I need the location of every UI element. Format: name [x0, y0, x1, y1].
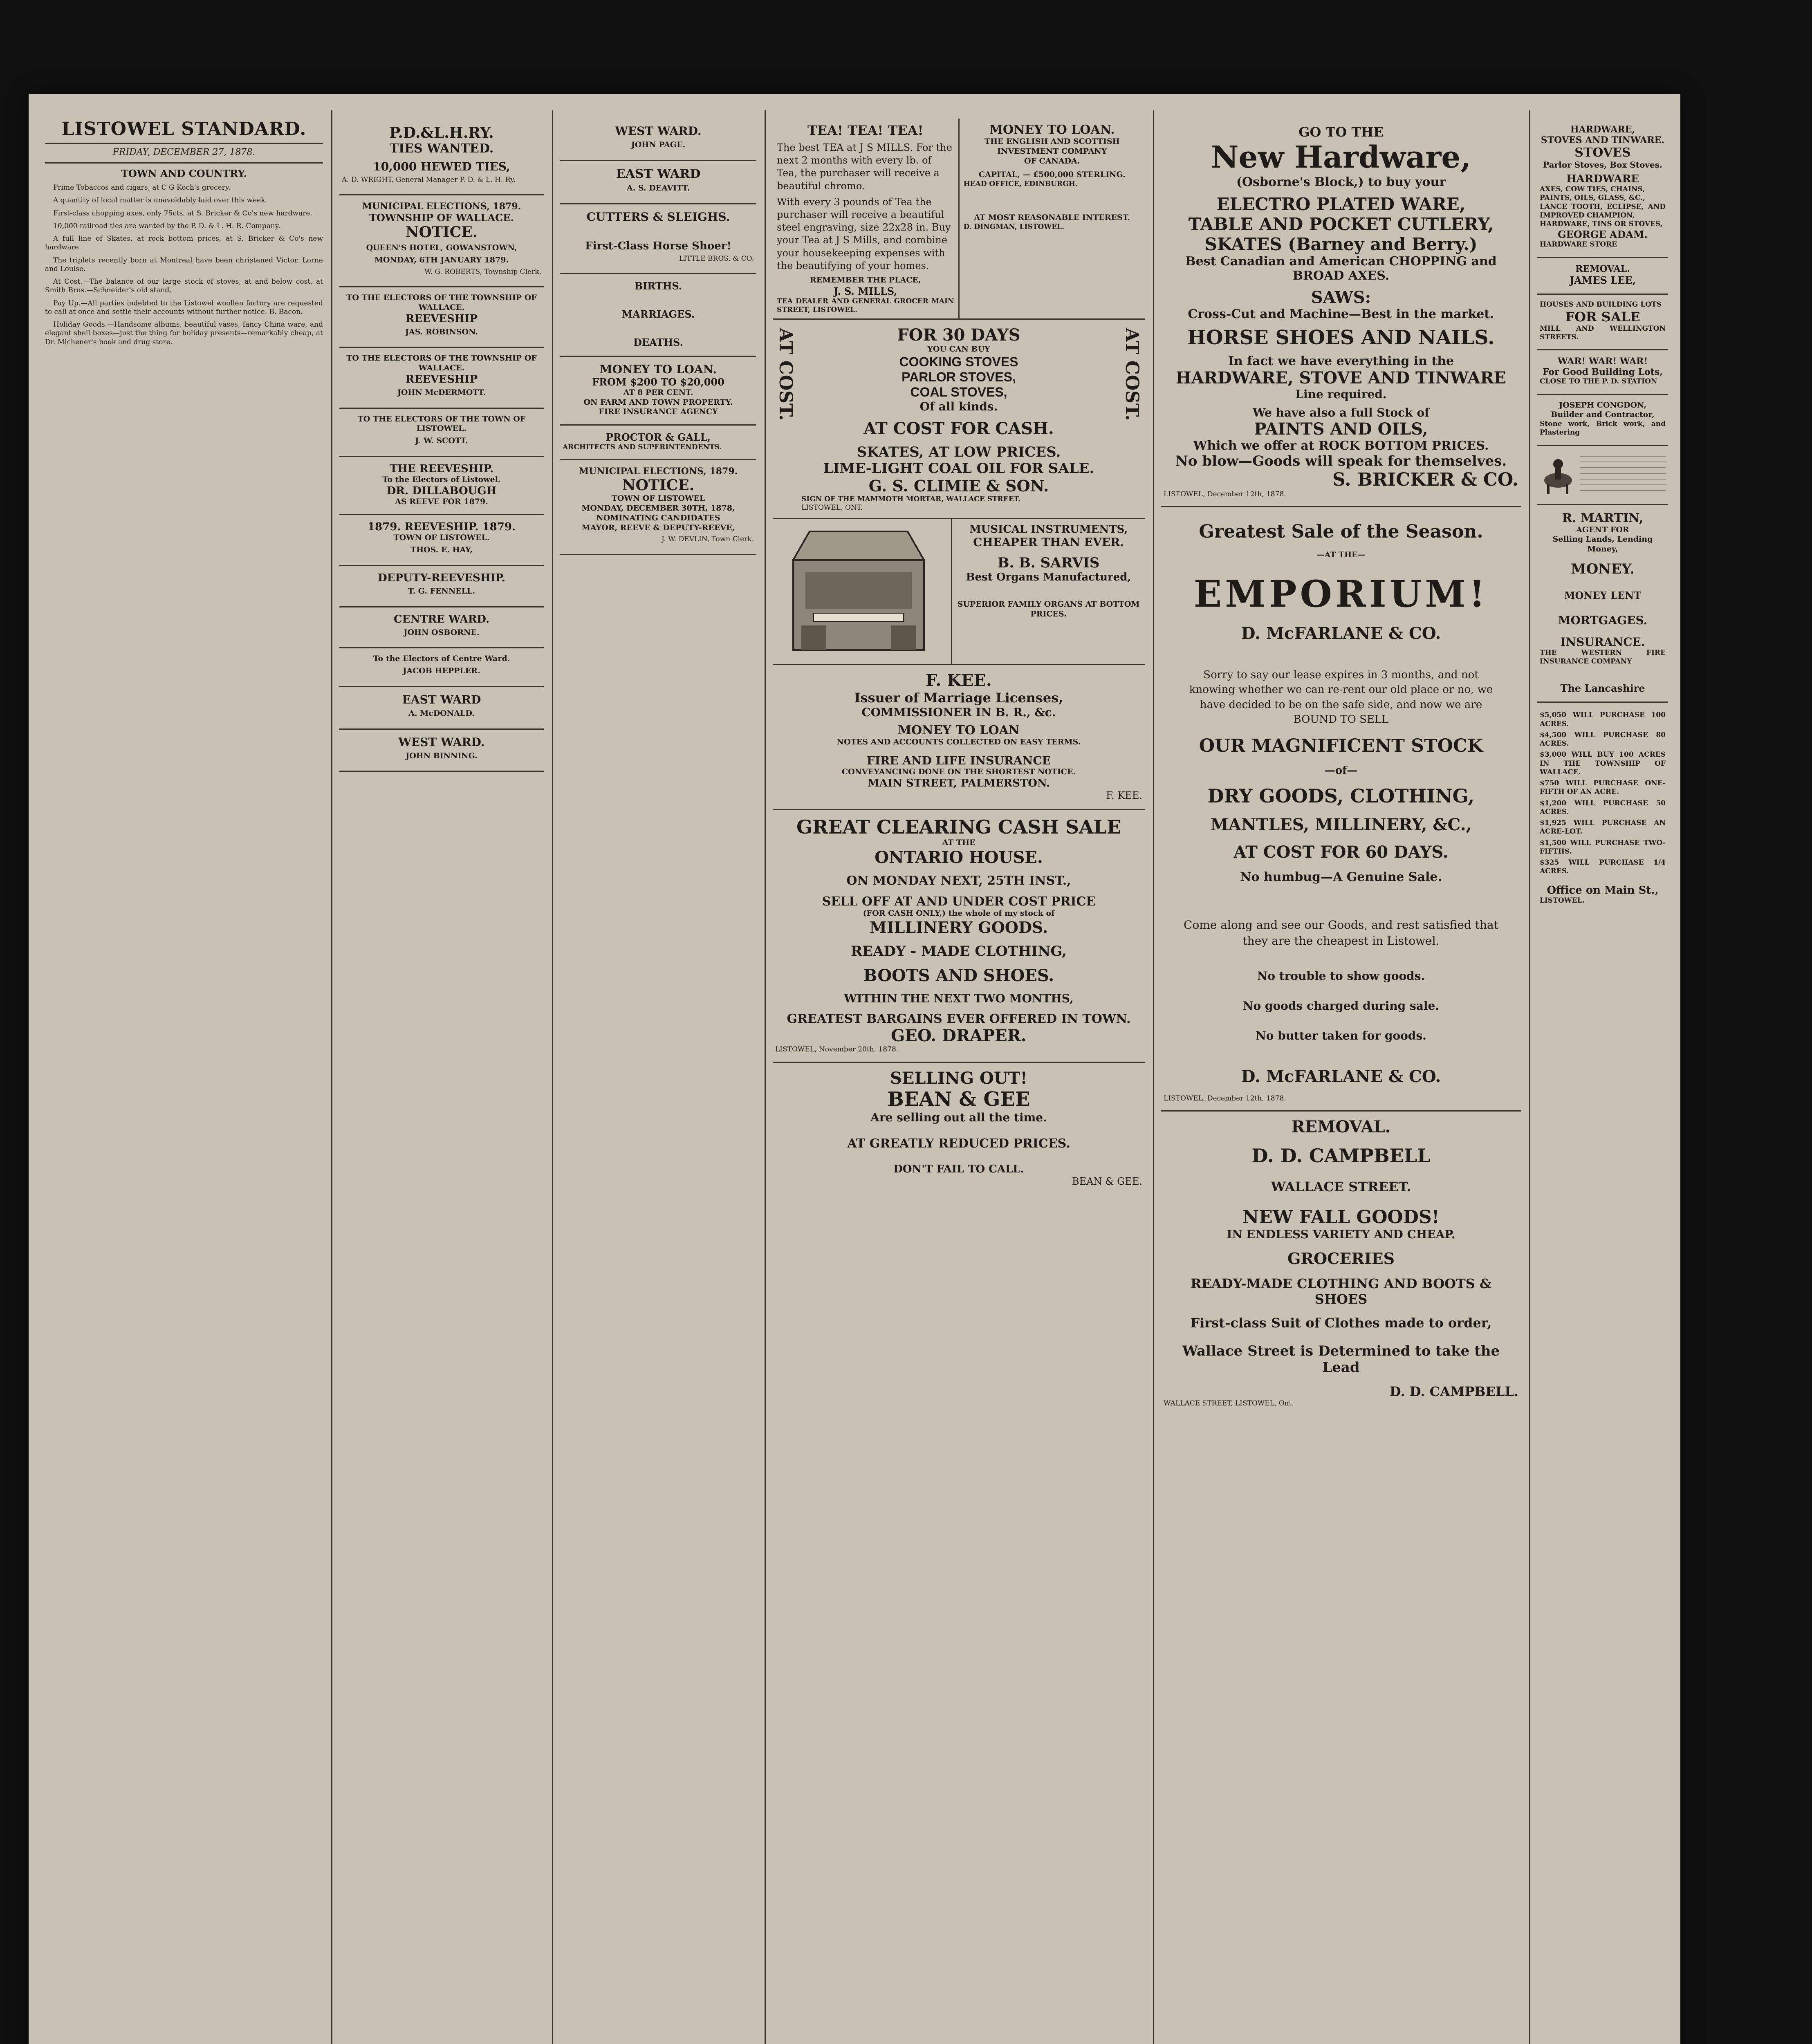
campbell-ready: READY-MADE CLOTHING AND BOOTS & SHOES: [1191, 1276, 1491, 1307]
emporium-mantles: MANTLES, MILLINERY, &C.,: [1210, 815, 1472, 834]
bricker-paints: PAINTS AND OILS,: [1254, 419, 1428, 439]
column-rule: [1153, 110, 1154, 2044]
bricker-saws: SAWS:: [1311, 288, 1371, 307]
campbell-street: WALLACE STREET.: [1271, 1179, 1411, 1195]
major-ads-column: [1161, 119, 1521, 2044]
emporium-signature: D. McFARLANE & CO.: [1241, 1067, 1441, 1086]
kee-notes: NOTES AND ACCOUNTS COLLECTED ON EASY TERMS.: [836, 737, 1081, 747]
bricker-ad: [1161, 119, 1521, 507]
column-rule: [765, 110, 766, 2044]
emporium-charged: No goods charged during sale.: [1242, 999, 1440, 1013]
section-title: TOWN AND COUNTRY.: [121, 168, 247, 179]
electors-heading: TO THE ELECTORS OF THE TOWNSHIP OF WALLACE.: [346, 293, 537, 312]
kee-fire: FIRE AND LIFE INSURANCE: [867, 754, 1051, 768]
martin-name: R. MARTIN,: [1562, 511, 1644, 525]
kee-issuer: Issuer of Marriage Licenses,: [854, 690, 1063, 706]
adam-hardware: HARDWARE,: [1570, 124, 1635, 135]
lodge-ad: [1537, 446, 1668, 505]
lots-houses: HOUSES AND BUILDING LOTS: [1540, 300, 1662, 309]
emporium-butter: No butter taken for goods.: [1256, 1029, 1426, 1042]
bricker-name: S. BRICKER & CO.: [1332, 469, 1518, 490]
campbell-ad: [1161, 1112, 1521, 1415]
offices-line: MAYOR, REEVE & DEPUTY-REEVE,: [581, 523, 735, 532]
news-item: A full line of Skates, at rock bottom prices, at S. Bricker & Co's new hardware.: [45, 235, 323, 252]
candidate-name: JOHN BINNING.: [406, 751, 478, 760]
tea-body-2: With every 3 pounds of Tea the purchaser will receive a beautiful steel engraving, size 22x28 in. Buy your Tea at J S Mills, and combine your housekeeping expenses with the beautifying of your homes.: [777, 196, 951, 271]
draper-ready: READY - MADE CLOTHING,: [851, 943, 1067, 960]
column-rule: [331, 110, 332, 2044]
draper-boots: BOOTS AND SHOES.: [863, 966, 1054, 986]
news-item: 10,000 railroad ties are wanted by the P. D. & L. H. R. Company.: [53, 222, 280, 230]
draper-bargains: GREATEST BARGAINS EVER OFFERED IN TOWN.: [787, 1012, 1131, 1026]
kee-main: MAIN STREET, PALMERSTON.: [867, 777, 1050, 789]
bricker-fact: In fact we have everything in the: [1228, 354, 1454, 368]
column-rule: [1529, 110, 1530, 2044]
news-item: Holiday Goods.—Handsome albums, beautiful vases, fancy China ware, and elegant shell boxes—just the thing for holiday presents—remarkably cheap, at Dr. Michener's book and drug store.: [45, 320, 323, 346]
organs-sarvis: B. B. SARVIS: [997, 555, 1100, 572]
emporium-humbug: No humbug—A Genuine Sale.: [1240, 870, 1442, 884]
money-property: ON FARM AND TOWN PROPERTY.: [583, 397, 733, 407]
martin-western: THE WESTERN FIRE INSURANCE COMPANY: [1540, 648, 1666, 666]
railway-ad: [339, 119, 544, 195]
tea-loan-row: [773, 119, 1145, 320]
money-title: MONEY TO LOAN.: [599, 362, 717, 376]
congdon-stone: Stone work, Brick work, and Plastering: [1540, 420, 1666, 437]
congdon-ad: [1537, 395, 1668, 446]
dillabough-card: [339, 457, 544, 515]
climie-cooking: COOKING STOVES: [899, 354, 1018, 369]
climie-kinds: Of all kinds.: [919, 399, 998, 413]
emporium-sale: Greatest Sale of the Season.: [1199, 521, 1483, 542]
notice-title: NOTICE.: [405, 224, 478, 241]
news-item: Pay Up.—All parties indebted to the Listowel woollen factory are requested to call at once and settle their accounts without further notice. B. Bacon.: [45, 299, 323, 316]
ties-line: 10,000 HEWED TIES,: [373, 160, 510, 173]
draper-name: GEO. DRAPER.: [891, 1026, 1027, 1046]
loan-agent: D. DINGMAN, LISTOWEL.: [963, 223, 1065, 231]
ties-signature: A. D. WRIGHT, General Manager P. D. & L. H. Ry.: [342, 176, 516, 184]
office-title: REEVESHIP: [405, 373, 478, 385]
kee-ad: [773, 665, 1145, 810]
martin-money: MONEY.: [1571, 560, 1635, 577]
campbell-suit: First-class Suit of Clothes made to order,: [1190, 1315, 1492, 1331]
adam-paints: PAINTS, OILS, GLASS, &C.,: [1540, 194, 1646, 202]
bean-selling: SELLING OUT!: [890, 1068, 1028, 1088]
candidate-name: JACOB HEPPLER.: [403, 666, 480, 675]
mcdonald-card: [339, 687, 544, 730]
heppler-card: [339, 648, 544, 687]
newspaper-page: [29, 94, 1680, 2044]
kee-money: MONEY TO LOAN: [897, 723, 1020, 738]
cutters-title: CUTTERS & SLEIGHS.: [586, 210, 730, 224]
candidate-name: DR. DILLABOUGH: [386, 484, 497, 497]
candidate-name: A. S. DEAVITT.: [627, 183, 690, 193]
advertisements-column: [773, 119, 1145, 2044]
draper-millinery: MILLINERY GOODS.: [869, 918, 1048, 937]
tea-grocer: TEA DEALER AND GENERAL GROCER MAIN STREET, LISTOWEL.: [777, 297, 954, 314]
candidate-name: JOHN OSBORNE.: [404, 628, 480, 637]
masthead: LISTOWEL STANDARD.: [61, 119, 307, 139]
martin-ad: [1537, 505, 1668, 703]
little-signature: LITTLE BROS. & CO.: [679, 254, 754, 263]
organs-best: Best Organs Manufactured,: [966, 571, 1131, 584]
robinson-card: [339, 287, 544, 348]
campbell-removal: REMOVAL.: [1291, 1117, 1391, 1137]
adam-stoves: STOVES: [1574, 146, 1631, 160]
tea-mills: J. S. MILLS,: [833, 285, 897, 297]
divider: [45, 162, 323, 164]
organ-illustration: [773, 519, 952, 664]
architects-ad: [560, 426, 756, 460]
draper-sell: SELL OFF AT AND UNDER COST PRICE: [822, 894, 1096, 909]
candidate-name: T. G. FENNELL.: [408, 586, 475, 596]
tea-title: TEA! TEA! TEA!: [807, 123, 924, 138]
candidate-name: J. W. SCOTT.: [415, 436, 468, 445]
electors-heading: TO THE ELECTORS OF THE TOWNSHIP OF WALLACE.: [346, 354, 537, 372]
meeting-date: MONDAY, 6TH JANUARY 1879.: [374, 256, 509, 264]
martin-lent: MONEY LENT: [1564, 589, 1642, 601]
organs-row: [773, 519, 1145, 665]
news-item: The triplets recently born at Montreal have been christened Victor, Lorne and Louise.: [45, 256, 323, 273]
bean-dont: DON'T FAIL TO CALL.: [893, 1163, 1024, 1175]
purchase-item: $4,500 WILL PURCHASE 80 ACRES.: [1540, 731, 1666, 748]
money-loan-ad: [560, 357, 756, 426]
lodge-text-block: [1580, 456, 1666, 493]
proctor-name: PROCTOR & GALL,: [605, 431, 711, 443]
small-ads-column: [1537, 119, 1668, 2044]
martin-selling: Selling Lands, Lending Money,: [1552, 535, 1653, 554]
births-title: BIRTHS.: [634, 280, 682, 292]
bricker-rock: Which we offer at ROCK BOTTOM PRICES.: [1193, 439, 1489, 453]
draper-date: LISTOWEL, November 20th, 1878.: [775, 1045, 899, 1054]
draper-monday: ON MONDAY NEXT, 25TH INST.,: [846, 873, 1071, 888]
purchase-item: $3,000 WILL BUY 100 ACRES IN THE TOWNSHIP OF WALLACE.: [1540, 751, 1666, 776]
purchase-item: $1,500 WILL PURCHASE TWO-FIFTHS.: [1540, 838, 1666, 856]
climie-days: FOR 30 DAYS: [897, 325, 1020, 345]
loan-title: MONEY TO LOAN.: [989, 123, 1115, 137]
draper-within: WITHIN THE NEXT TWO MONTHS,: [844, 992, 1074, 1006]
campbell-signature: D. D. CAMPBELL.: [1389, 1384, 1518, 1400]
candidate-office: AS REEVE FOR 1879.: [395, 497, 488, 506]
adam-store: HARDWARE STORE: [1540, 240, 1617, 249]
township-name: TOWNSHIP OF WALLACE.: [369, 212, 514, 224]
climie-place: LISTOWEL, ONT.: [801, 504, 863, 512]
lee-name: JAMES LEE,: [1569, 274, 1636, 286]
osborne-card: [339, 607, 544, 649]
emporium-magnificent: OUR MAGNIFICENT STOCK: [1199, 735, 1483, 756]
office-title: 1879. REEVESHIP. 1879.: [368, 521, 516, 533]
martin-mortgages: MORTGAGES.: [1558, 613, 1648, 627]
campbell-groceries: GROCERIES: [1287, 1249, 1395, 1268]
ward-title: EAST WARD: [402, 693, 481, 706]
town-name: TOWN OF LISTOWEL.: [393, 533, 490, 542]
adam-lance: LANCE TOOTH, ECLIPSE, AND IMPROVED CHAMPION,: [1540, 202, 1666, 220]
bean-gee-ad: [773, 1063, 1145, 1195]
ward-title: EAST WARD: [616, 166, 701, 181]
wallace-notice: [339, 195, 544, 287]
bean-reduced: AT GREATLY REDUCED PRICES.: [847, 1136, 1070, 1151]
emporium-dry: DRY GOODS, CLOTHING,: [1207, 784, 1475, 807]
fennell-card: [339, 566, 544, 607]
divider: [45, 143, 323, 144]
adam-axes: AXES, COW TIES, CHAINS,: [1540, 185, 1645, 193]
deavitt-card: [560, 161, 756, 204]
candidate-name: JAS. ROBINSON.: [405, 327, 478, 336]
emporium-ad: [1161, 507, 1521, 1112]
climie-at-cost: AT COST FOR CASH.: [863, 419, 1054, 438]
bricker-osborne: (Osborne's Block,) to buy your: [1236, 175, 1446, 189]
scott-card: [339, 409, 544, 457]
organs-musical: MUSICAL INSTRUMENTS,: [969, 523, 1128, 536]
climie-skates: SKATES, AT LOW PRICES.: [857, 444, 1061, 460]
architects-line: ARCHITECTS AND SUPERINTENDENTS.: [563, 443, 722, 451]
bricker-date: LISTOWEL, December 12th, 1878.: [1164, 490, 1286, 498]
dateline: FRIDAY, DECEMBER 27, 1878.: [112, 147, 256, 157]
draper-title: GREAT CLEARING CASH SALE: [796, 816, 1121, 838]
bricker-line-2: Line required.: [1295, 388, 1387, 401]
emporium-cost: AT COST FOR 60 DAYS.: [1233, 842, 1449, 862]
news-item: A quantity of local matter is unavoidably laid over this week.: [53, 196, 267, 205]
ward-title: WEST WARD.: [398, 735, 485, 749]
tremain-ad: [1537, 350, 1668, 394]
adam-parlor: Parlor Stoves, Box Stoves.: [1543, 160, 1662, 170]
bricker-blow: No blow—Goods will speak for themselves.: [1175, 453, 1507, 469]
kee-name: F. KEE.: [926, 671, 992, 690]
bricker-go: GO TO THE: [1298, 124, 1384, 140]
martin-agent: AGENT FOR: [1576, 525, 1629, 534]
nominating-line: NOMINATING CANDIDATES: [596, 513, 720, 522]
climie-lime: LIME-LIGHT COAL OIL FOR SALE.: [823, 460, 1094, 477]
clerk-signature: W. G. ROBERTS, Township Clerk.: [424, 267, 541, 276]
loan-company: THE ENGLISH AND SCOTTISH INVESTMENT COMPANY: [984, 137, 1120, 156]
martin-insurance: INSURANCE.: [1560, 635, 1645, 649]
insurance-agency: FIRE INSURANCE AGENCY: [599, 407, 718, 417]
wards-column: [560, 119, 756, 2044]
organ-engraving: [777, 523, 940, 658]
town-name: TOWN OF LISTOWEL: [611, 494, 705, 503]
hay-card: [339, 515, 544, 566]
bean-name: BEAN & GEE: [887, 1087, 1030, 1111]
tremain-close: CLOSE TO THE P. D. STATION: [1540, 377, 1657, 386]
notice-title: NOTICE.: [622, 477, 695, 494]
purchase-item: $5,050 WILL PURCHASE 100 ACRES.: [1540, 711, 1666, 728]
congdon-name: JOSEPH CONGDON,: [1559, 400, 1646, 410]
loan-office: HEAD OFFICE, EDINBURGH.: [963, 180, 1078, 188]
clerk-signature: J. W. DEVLIN, Town Clerk.: [661, 535, 754, 544]
draper-house: ONTARIO HOUSE.: [875, 847, 1043, 867]
loan-capital: CAPITAL, — £500,000 STERLING.: [978, 170, 1126, 179]
railway-subtitle: TIES WANTED.: [389, 141, 494, 156]
loan-country: OF CANADA.: [1024, 156, 1080, 166]
draper-at-the: AT THE: [942, 838, 976, 847]
adam-hw: HARDWARE: [1566, 173, 1639, 185]
climie-name: G. S. CLIMIE & SON.: [868, 476, 1049, 495]
kee-conveyancing: CONVEYANCING DONE ON THE SHORTEST NOTICE.: [841, 767, 1076, 777]
draper-ad: [773, 810, 1145, 1063]
news-item: At Cost.—The balance of our large stock of stoves, at and below cost, at Smith Bros.—Schneider's old stand.: [45, 278, 323, 295]
campbell-variety: IN ENDLESS VARIETY AND CHEAP.: [1227, 1228, 1455, 1242]
campbell-new-fall: NEW FALL GOODS!: [1242, 1207, 1440, 1228]
horseman-emblem-icon: [1540, 452, 1577, 497]
meeting-date: MONDAY, DECEMBER 30TH, 1878,: [581, 504, 735, 513]
railway-title: P.D.&L.H.RY.: [389, 124, 494, 141]
money-rate: AT 8 PER CENT.: [623, 388, 693, 397]
tremain-lots: For Good Building Lots,: [1543, 367, 1663, 378]
vital-stats: [560, 274, 756, 357]
draper-lots-ad: [1537, 295, 1668, 351]
tea-body: The best TEA at J S MILLS. For the next 2 months with every lb. of Tea, the purchaser will receive a beautiful chromo.: [777, 142, 952, 192]
martin-lancashire: The Lancashire: [1560, 682, 1645, 695]
mcdermott-card: [339, 348, 544, 408]
marriages-title: MARRIAGES.: [621, 308, 695, 320]
adam-stoves-tinware: STOVES AND TINWARE.: [1541, 135, 1665, 146]
tea-place: REMEMBER THE PLACE,: [810, 275, 921, 285]
office-title: REEVESHIP: [405, 312, 478, 325]
climie-coal: COAL STOVES,: [910, 384, 1007, 399]
draper-cash: (FOR CASH ONLY,) the whole of my stock of: [863, 908, 1055, 918]
purchase-item: $750 WILL PURCHASE ONE-FIFTH OF AN ACRE.: [1540, 779, 1666, 796]
purchase-item: $325 WILL PURCHASE 1/4 ACRES.: [1540, 858, 1666, 876]
lee-removal: REMOVAL.: [1575, 263, 1630, 274]
column-rule: [552, 110, 553, 2044]
nomination-notice: [560, 460, 756, 555]
elections-head: MUNICIPAL ELECTIONS, 1879.: [362, 201, 521, 212]
candidate-name: A. McDONALD.: [408, 708, 475, 718]
money-range: FROM $200 TO $20,000: [592, 376, 724, 388]
side-at-cost-left: AT COST.: [775, 328, 796, 421]
ward-title: CENTRE WARD.: [393, 613, 490, 625]
climie-sign: SIGN OF THE MAMMOTH MORTAR, WALLACE STREET.: [801, 495, 1021, 503]
kee-signature: F. KEE.: [1106, 789, 1142, 801]
adam-hw2: HARDWARE, TINS OR STOVES,: [1540, 220, 1663, 228]
side-at-cost-right: AT COST.: [1121, 328, 1142, 421]
martin-office-sub: LISTOWEL.: [1540, 896, 1585, 905]
emporium-trouble: No trouble to show goods.: [1257, 969, 1425, 983]
deaths-title: DEATHS.: [633, 336, 683, 348]
candidate-name: THOS. E. HAY,: [410, 545, 473, 554]
emporium-date: LISTOWEL, December 12th, 1878.: [1164, 1094, 1286, 1103]
investment-ad: [960, 119, 1145, 318]
ward-title: To the Electors of Centre Ward.: [373, 654, 510, 663]
campbell-name: D. D. CAMPBELL: [1251, 1145, 1431, 1167]
bean-are: Are selling out all the time.: [870, 1110, 1047, 1124]
candidate-name: JOHN PAGE.: [631, 140, 686, 149]
emporium-of: —of—: [1324, 764, 1358, 777]
bricker-crosscut: Cross-Cut and Machine—Best in the market.: [1188, 307, 1494, 321]
campbell-wallace: Wallace Street is Determined to take the Lead: [1182, 1343, 1500, 1376]
bricker-paints-pre: We have also a full Stock of: [1252, 406, 1430, 419]
purchase-item: $1,200 WILL PURCHASE 50 ACRES.: [1540, 799, 1666, 816]
adam-ad: [1537, 119, 1668, 258]
page-card: [560, 119, 756, 161]
climie-ad: [773, 320, 1145, 519]
emporium-title: EMPORIUM!: [1193, 572, 1489, 616]
bricker-line: HARDWARE, STOVE AND TINWARE: [1175, 368, 1507, 388]
news-item: Prime Tobaccos and cigars, at C G Koch's grocery.: [53, 184, 231, 192]
kee-commissioner: COMMISSIONER IN B. R., &c.: [861, 706, 1056, 719]
emporium-sorry: Sorry to say our lease expires in 3 months, and not knowing whether we can re-rent our old place or no, we have decided to be on the safe side, and now we are BOUND TO SELL: [1189, 669, 1493, 726]
tremain-war: WAR! WAR! WAR!: [1557, 356, 1648, 367]
martin-office: Office on Main St.,: [1547, 884, 1659, 896]
sarvis-ad: [952, 519, 1145, 664]
binning-card: [339, 730, 544, 772]
local-news-column: [45, 119, 323, 2044]
land-purchases: [1537, 703, 1668, 912]
loan-interest: AT MOST REASONABLE INTEREST.: [974, 213, 1130, 222]
bricker-electro: ELECTRO PLATED WARE,: [1216, 194, 1466, 214]
office-title: DEPUTY-REEVESHIP.: [378, 572, 505, 584]
emporium-name: D. McFARLANE & CO.: [1241, 624, 1441, 643]
campbell-footer: WALLACE STREET, LISTOWEL, Ont.: [1164, 1399, 1294, 1408]
emporium-come: Come along and see our Goods, and rest satisfied that they are the cheapest in Listowel.: [1184, 918, 1498, 948]
organs-superior: SUPERIOR FAMILY ORGANS AT BOTTOM PRICES.: [957, 600, 1140, 619]
lots-streets: MILL AND WELLINGTON STREETS.: [1540, 324, 1666, 341]
office-title: THE REEVESHIP.: [390, 462, 493, 475]
elections-column: [339, 119, 544, 2044]
news-item: First-class chopping axes, only 75cts, at S. Bricker & Co's new hardware.: [53, 209, 312, 217]
news-items: [45, 184, 323, 347]
ward-title: WEST WARD.: [615, 124, 702, 138]
climie-parlor: PARLOR STOVES,: [902, 369, 1016, 384]
bricker-horse: HORSE SHOES AND NAILS.: [1187, 326, 1495, 349]
tea-ad: [773, 119, 960, 318]
bricker-skates: SKATES (Barney and Berry.): [1204, 234, 1478, 254]
horse-shoer: First-Class Horse Shoer!: [585, 240, 731, 252]
bean-signature: BEAN & GEE.: [1072, 1175, 1142, 1187]
adam-name: GEORGE ADAM.: [1558, 229, 1648, 241]
bricker-best: Best Canadian and American CHOPPING and BROAD AXES.: [1185, 254, 1497, 283]
purchase-item: $1,925 WILL PURCHASE AN ACRE-LOT.: [1540, 819, 1666, 836]
elections-head: MUNICIPAL ELECTIONS, 1879.: [579, 466, 738, 477]
congdon-builder: Builder and Contractor,: [1551, 410, 1655, 419]
electors-heading: To the Electors of Listowel.: [382, 475, 501, 484]
organs-cheaper: CHEAPER THAN EVER.: [973, 536, 1124, 549]
climie-you-can-buy: YOU CAN BUY: [927, 345, 990, 354]
electors-heading: TO THE ELECTORS OF THE TOWN OF LISTOWEL.: [357, 414, 526, 433]
cutters-ad: [560, 204, 756, 274]
lots-for-sale: FOR SALE: [1565, 309, 1640, 325]
candidate-name: JOHN McDERMOTT.: [397, 388, 486, 397]
hotel-name: QUEEN'S HOTEL, GOWANSTOWN,: [366, 243, 517, 253]
emporium-at-the: —AT THE—: [1316, 550, 1366, 560]
lee-ad: [1537, 258, 1668, 295]
bricker-table: TABLE AND POCKET CUTLERY,: [1188, 214, 1494, 234]
bricker-new-hardware: New Hardware,: [1211, 140, 1471, 175]
